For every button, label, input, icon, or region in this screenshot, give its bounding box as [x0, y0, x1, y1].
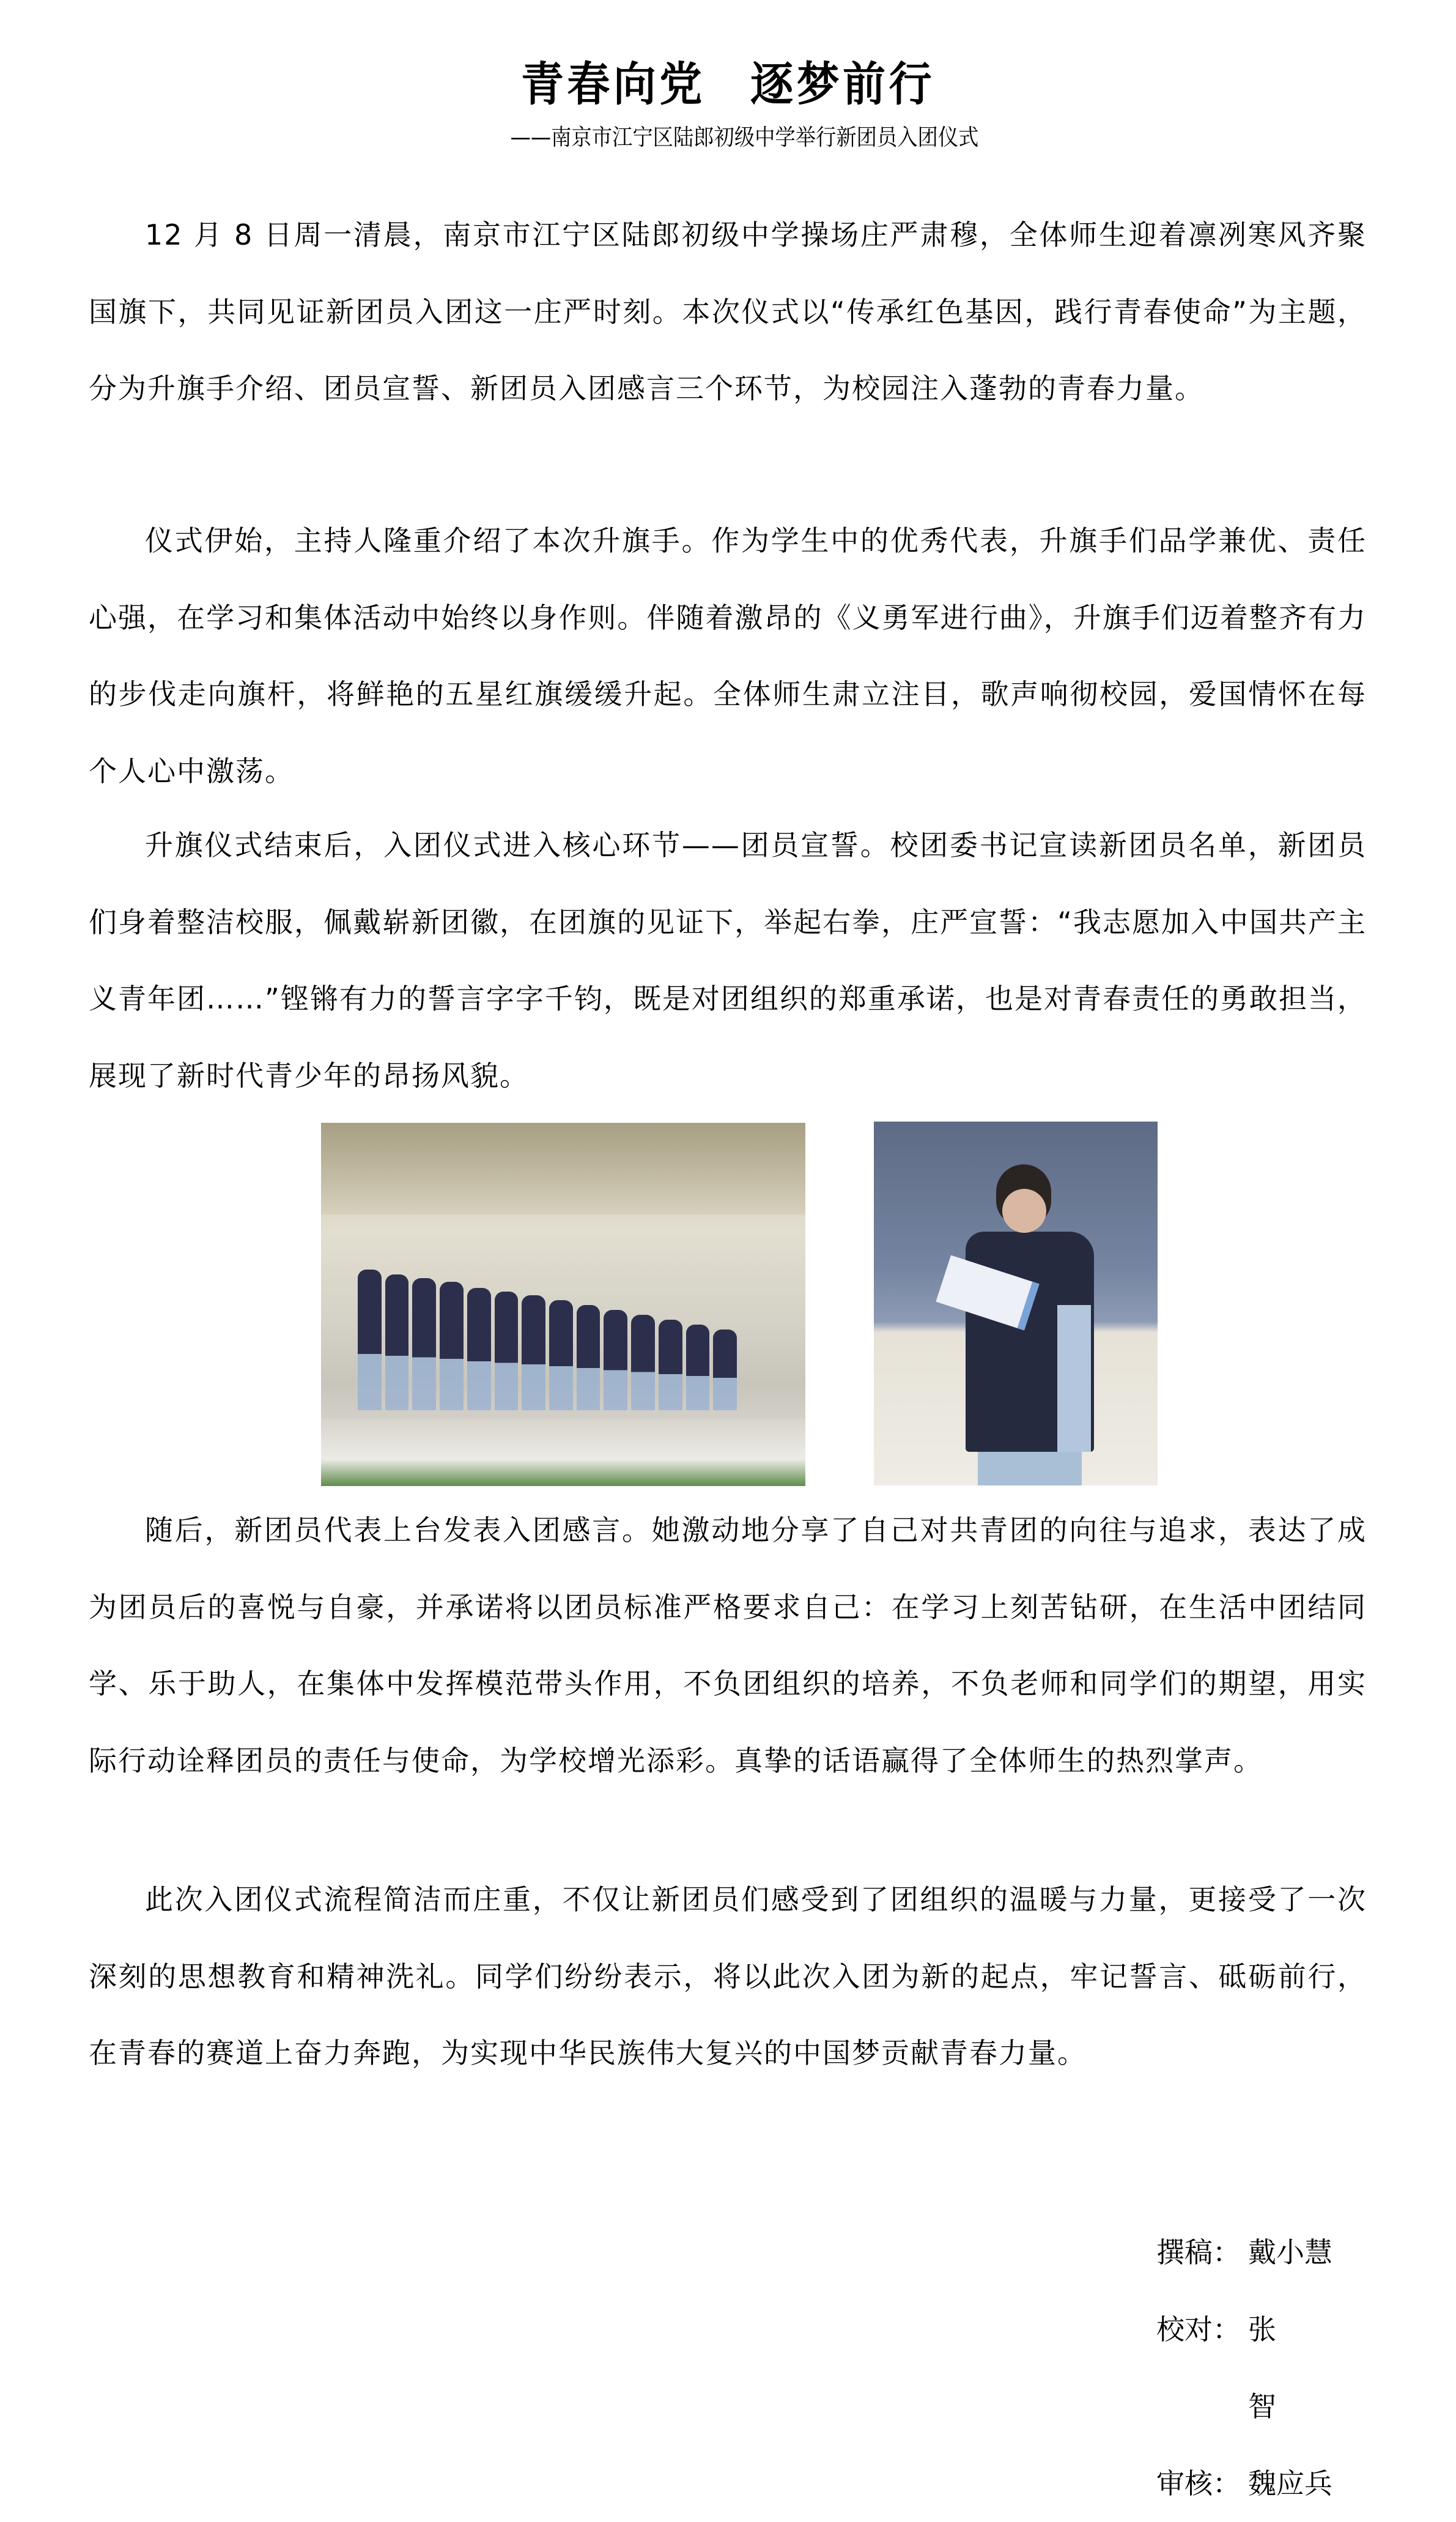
- paragraph-flag-raising: 仪式伊始，主持人隆重介绍了本次升旗手。作为学生中的优秀代表，升旗手们品学兼优、责任心强，在学习和集体活动中始终以身作则。伴随着激昂的《义勇军进行曲》，升旗手们迈着整齐有力的步伐走向旗杆，将鲜艳的五星红旗缓缓升起。全体师生肃立注目，歌声响彻校园，爱国情怀在每个人心中激荡。: [89, 524, 1367, 788]
- credit-writer: [1156, 2214, 1364, 2291]
- page-subtitle: ——南京市江宁区陆郎初级中学举行新团员入团仪式: [510, 124, 979, 150]
- paragraph-speech: 随后，新团员代表上台发表入团感言。她激动地分享了自己对共青团的向往与追求，表达了成为团员后的喜悦与自豪，并承诺将以团员标准严格要求自己：在学习上刻苦钻研，在生活中团结同学、乐于助人，在集体中发挥模范带头作用，不负团组织的培养，不负老师和同学们的期望，用实际行动诠释团员的责任与使命，为学校增光添彩。真挚的话语赢得了全体师生的热烈掌声。: [89, 1514, 1367, 1777]
- page-title: [58, 54, 1398, 115]
- paragraph-oath: 升旗仪式结束后，入团仪式进入核心环节——团员宣誓。校团委书记宣读新团员名单，新团员们身着整洁校服，佩戴崭新团徽，在团旗的见证下，举起右拳，庄严宣誓：“我志愿加入中国共产主义青年团……”铿锵有力的誓言字字千钧，既是对团组织的郑重承诺，也是对青春责任的勇敢担当，展现了新时代青少年的昂扬风貌。: [89, 829, 1367, 1092]
- credit-writer-label: 撰稿：: [1156, 2236, 1241, 2269]
- photo-caption: [321, 1464, 805, 1480]
- credit-reviewer: [1156, 2445, 1364, 2522]
- credit-reviewer-label: 审核：: [1156, 2467, 1241, 2500]
- photo-speaker: [874, 1122, 1158, 1485]
- credit-writer-name: 戴小慧: [1248, 2236, 1332, 2269]
- photo-ceiling: [321, 1123, 805, 1215]
- credit-proofreader-label: 校对：: [1156, 2313, 1241, 2346]
- title-part-2: 逐梦前行: [750, 57, 936, 111]
- credit-proofreader-name: 张智: [1248, 2313, 1313, 2423]
- speaker-figure: [953, 1164, 1094, 1485]
- paragraph-conclusion: 此次入团仪式流程简洁而庄重，不仅让新团员们感受到了团组织的温暖与力量，更接受了一次深刻的思想教育和精神洗礼。同学们纷纷表示，将以此次入团为新的起点，牢记誓言、砥砺前行，在青春的赛道上奋力奔跑，为实现中华民族伟大复兴的中国梦贡献青春力量。: [89, 1883, 1367, 2069]
- title-part-1: 青春向党: [520, 57, 706, 111]
- credit-reviewer-name: 魏应兵: [1248, 2467, 1332, 2500]
- photo-caption: [874, 1463, 1158, 1479]
- credits-block: [1156, 2214, 1364, 2522]
- photo-students-row: [358, 1270, 737, 1410]
- photo-oath-group: [321, 1123, 805, 1486]
- paragraph-intro: 12 月 8 日周一清晨，南京市江宁区陆郎初级中学操场庄严肃穆，全体师生迎着凛冽寒风齐聚国旗下，共同见证新团员入团这一庄严时刻。本次仪式以“传承红色基因，践行青春使命”为主题，分为升旗手介绍、团员宣誓、新团员入团感言三个环节，为校园注入蓬勃的青春力量。: [89, 218, 1367, 405]
- credit-proofreader: [1156, 2291, 1364, 2445]
